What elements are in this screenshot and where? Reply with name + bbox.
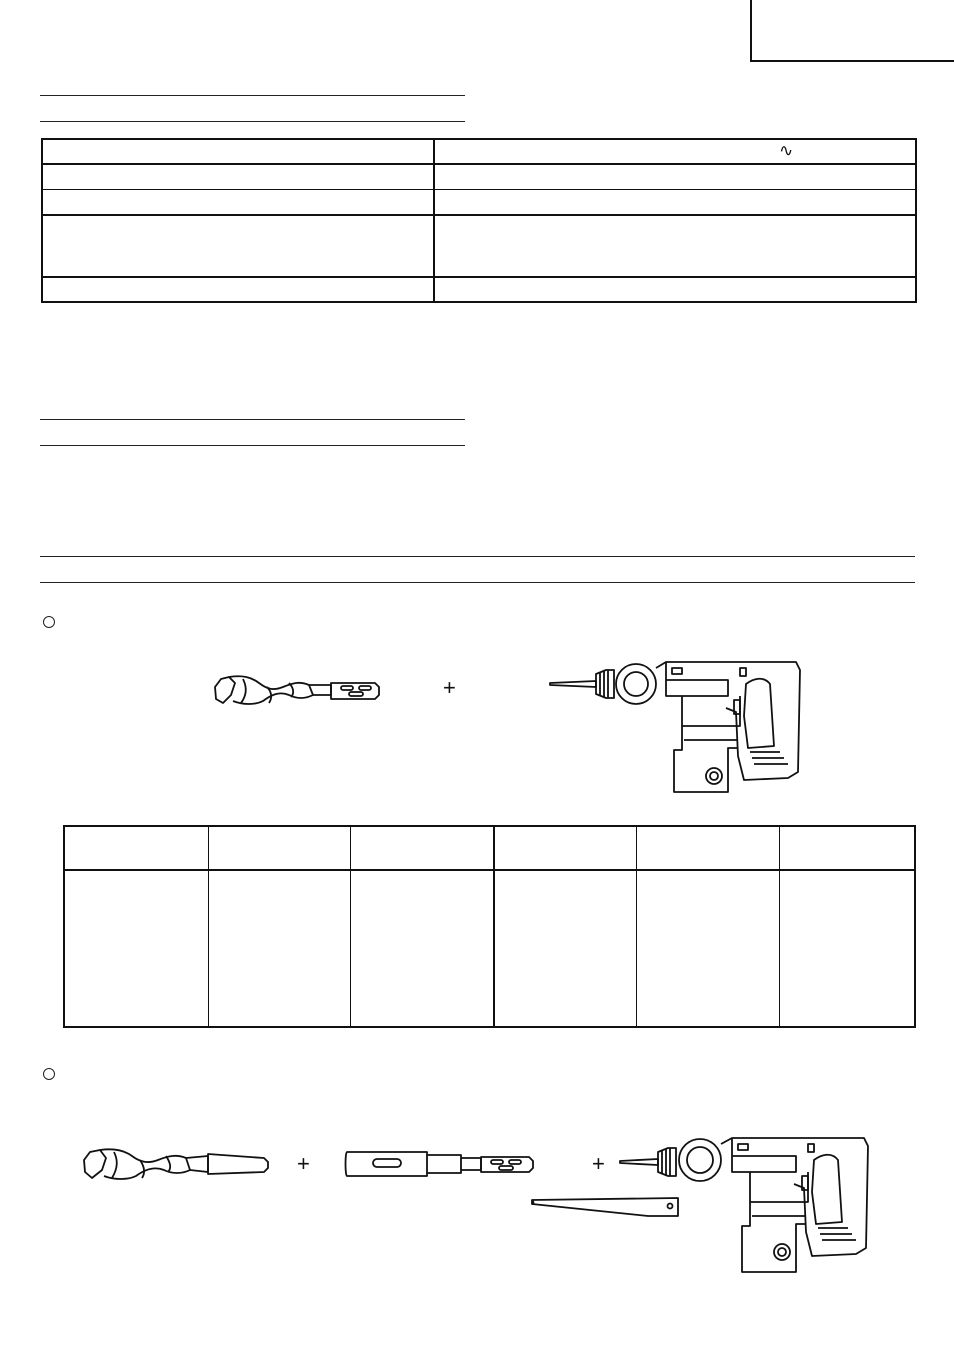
spec-value-cell <box>434 189 916 215</box>
table-cell <box>494 870 637 1027</box>
plus-sign: + <box>592 1151 605 1176</box>
table-header-cell <box>351 826 495 870</box>
table-header-cell <box>780 826 916 870</box>
section-heading-rule-top <box>40 419 465 420</box>
plus-sign: + <box>443 675 456 700</box>
page-corner-tab <box>750 0 954 62</box>
spec-label-cell <box>42 164 434 189</box>
rotary-hammer-icon <box>618 1134 874 1276</box>
spec-value-cell <box>434 277 916 302</box>
table-row <box>42 277 916 302</box>
spec-value-cell <box>434 139 916 164</box>
spec-value-cell <box>434 164 916 189</box>
table-header-cell <box>64 826 209 870</box>
plus-sign: + <box>297 1151 310 1176</box>
table-row <box>42 215 916 277</box>
sds-drill-bit-icon <box>213 673 383 707</box>
table-header-row <box>64 826 915 870</box>
table-cell <box>351 870 495 1027</box>
table-row <box>42 139 916 164</box>
table-cell <box>209 870 351 1027</box>
specifications-table <box>41 138 917 303</box>
spec-value-cell <box>434 215 916 277</box>
spec-label-cell <box>42 139 434 164</box>
tapered-shank-drill-bit-icon <box>82 1146 270 1182</box>
table-row <box>42 164 916 189</box>
table-cell <box>64 870 209 1027</box>
table-cell <box>637 870 780 1027</box>
drill-bit-table <box>63 825 916 1028</box>
rotary-hammer-icon <box>548 656 804 796</box>
table-header-cell <box>209 826 351 870</box>
taper-shank-adapter-icon <box>343 1146 535 1182</box>
section-heading-rule-top <box>40 95 465 96</box>
circle-bullet-icon <box>43 1068 55 1080</box>
spec-label-cell <box>42 215 434 277</box>
spec-label-cell <box>42 277 434 302</box>
table-cell <box>780 870 916 1027</box>
spec-label-cell <box>42 189 434 215</box>
section-heading-rule-bottom <box>40 445 465 446</box>
section-heading-rule-bottom <box>40 121 465 122</box>
ac-symbol-icon: ∿ <box>779 141 794 160</box>
section-heading-rule-bottom <box>40 582 915 583</box>
table-row <box>64 870 915 1027</box>
table-row <box>42 189 916 215</box>
table-header-cell <box>494 826 637 870</box>
table-header-cell <box>637 826 780 870</box>
circle-bullet-icon <box>43 616 55 628</box>
section-heading-rule-top <box>40 556 915 557</box>
